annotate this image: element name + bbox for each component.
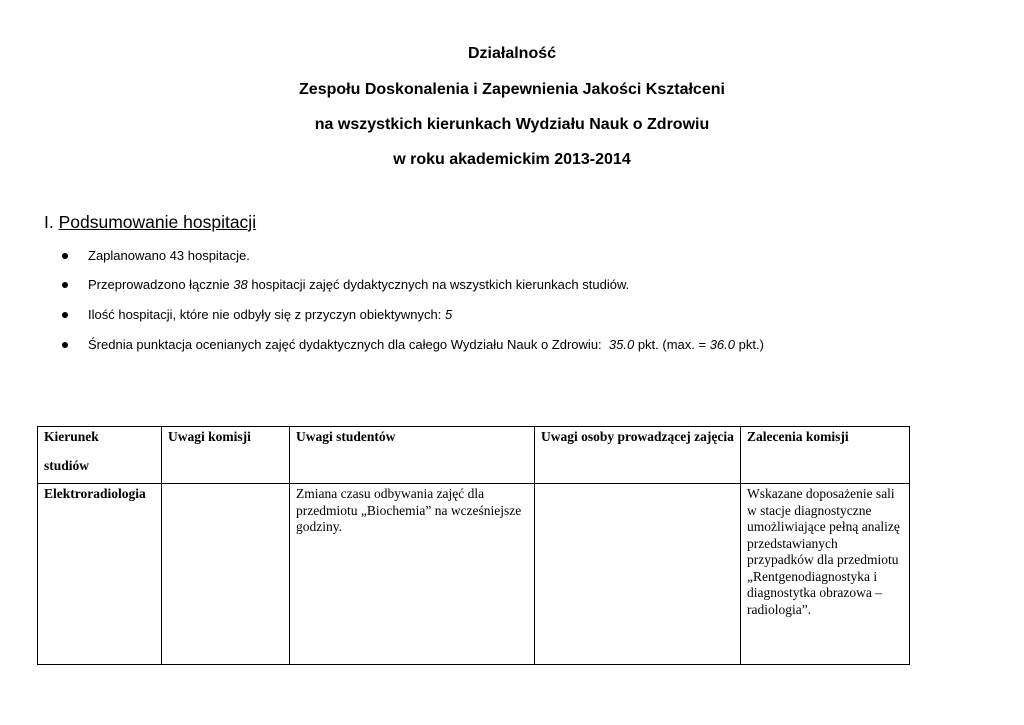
header-uwagi-komisji: Uwagi komisji	[162, 427, 290, 484]
header-kierunek-line1: Kierunek	[44, 429, 99, 444]
text-fragment: pkt. (max. =	[634, 337, 710, 352]
cell-uwagi-studentow: Zmiana czasu odbywania zajęć dla przedmiotu „Biochemia” na wcześniejsze godziny.	[290, 484, 535, 665]
section-title: Podsumowanie hospitacji	[58, 212, 257, 232]
bullet-icon	[62, 253, 68, 259]
list-item-text	[88, 277, 629, 293]
text-fragment: pkt.)	[735, 337, 764, 352]
header-kierunek-line2: studiów	[44, 457, 90, 473]
cell-zalecenia: Wskazane doposażenie sali w stacje diagnostyczne umożliwiające pełną analizę przedstawianych przypadków dla przedmiotu „Rentgenodiagnostyka i diagnostytka obrazowa – radiologia”.	[741, 484, 910, 665]
header-uwagi-osoby: Uwagi osoby prowadzącej zajęcia	[535, 427, 741, 484]
text-fragment: Średnia punktacja ocenianych zajęć dydaktycznych dla całego Wydziału Nauk o Zdrowiu:	[88, 337, 609, 352]
cell-uwagi-osoby	[535, 484, 741, 665]
text-fragment: Ilość hospitacji, które nie odbyły się z przyczyn obiektywnych:	[88, 307, 445, 322]
list-item-text	[88, 307, 452, 323]
header-kierunek	[38, 427, 162, 484]
document-subtitle-year: w roku akademickim 2013-2014	[393, 151, 631, 168]
cell-uwagi-komisji	[162, 484, 290, 665]
average-score: 35.0	[608, 337, 635, 352]
bullet-icon	[62, 312, 68, 318]
document-subtitle-team: Zespołu Doskonalenia i Zapewnienia Jakości Kształceni	[299, 81, 725, 98]
hospitation-table	[37, 426, 910, 665]
cell-kierunek: Elektroradiologia	[38, 484, 162, 665]
table-row	[38, 484, 910, 665]
document-title: Działalność	[467, 45, 557, 62]
conducted-count: 38	[233, 277, 248, 292]
header-uwagi-studentow: Uwagi studentów	[290, 427, 535, 484]
document-subtitle-scope: na wszystkich kierunkach Wydziału Nauk o Zdrowiu	[314, 116, 710, 133]
text-fragment: Przeprowadzono łącznie	[88, 277, 234, 292]
bullet-icon	[62, 282, 68, 288]
section-number: I.	[44, 212, 54, 232]
table-header-row	[38, 427, 910, 484]
header-zalecenia: Zalecenia komisji	[741, 427, 910, 484]
text-fragment: hospitacji zajęć dydaktycznych na wszystkich kierunkach studiów.	[247, 277, 630, 292]
list-item-text	[88, 337, 764, 353]
bullet-icon	[62, 342, 68, 348]
list-item-text: Zaplanowano 43 hospitacje.	[88, 248, 250, 263]
section-heading	[44, 211, 256, 233]
cancelled-count: 5	[444, 307, 453, 322]
max-score: 36.0	[709, 337, 736, 352]
